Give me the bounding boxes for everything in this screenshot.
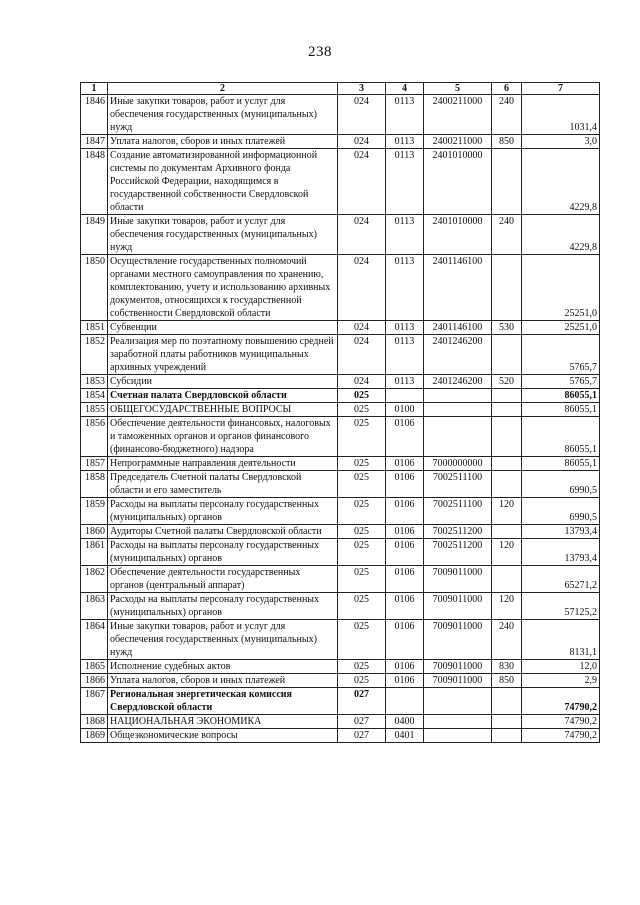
table-row [81, 335, 600, 375]
section-code: 0113 [386, 95, 424, 135]
ministry-code: 024 [338, 135, 386, 149]
target-article-code: 7009011000 [424, 674, 492, 688]
row-number: 1869 [81, 729, 108, 743]
page-number: 238 [308, 44, 332, 60]
row-name: Обеспечение деятельности финансовых, налоговых и таможенных органов и органов финансового (финансово-бюджетного) надзора [108, 417, 338, 457]
section-code: 0100 [386, 403, 424, 417]
row-number: 1846 [81, 95, 108, 135]
table-row [81, 255, 600, 321]
amount: 13793,4 [522, 539, 600, 566]
expense-type-code [492, 471, 522, 498]
row-number: 1851 [81, 321, 108, 335]
expense-type-code: 530 [492, 321, 522, 335]
amount: 74790,2 [522, 688, 600, 715]
amount: 4229,8 [522, 149, 600, 215]
section-code: 0106 [386, 498, 424, 525]
target-article-code: 2401246200 [424, 335, 492, 375]
expense-type-code [492, 688, 522, 715]
section-code: 0106 [386, 539, 424, 566]
row-name: Уплата налогов, сборов и иных платежей [108, 674, 338, 688]
section-code: 0113 [386, 135, 424, 149]
target-article-code: 2401010000 [424, 149, 492, 215]
expense-type-code [492, 149, 522, 215]
ministry-code: 025 [338, 660, 386, 674]
target-article-code: 7002511200 [424, 539, 492, 566]
section-code: 0113 [386, 335, 424, 375]
table-row [81, 729, 600, 743]
row-number: 1868 [81, 715, 108, 729]
row-number: 1849 [81, 215, 108, 255]
amount: 74790,2 [522, 729, 600, 743]
table-row [81, 149, 600, 215]
amount: 25251,0 [522, 255, 600, 321]
row-number: 1866 [81, 674, 108, 688]
section-code: 0106 [386, 660, 424, 674]
ministry-code: 024 [338, 215, 386, 255]
row-name: Иные закупки товаров, работ и услуг для обеспечения государственных (муниципальных) нужд [108, 620, 338, 660]
row-name: Обеспечение деятельности государственных органов (центральный аппарат) [108, 566, 338, 593]
row-number: 1854 [81, 389, 108, 403]
section-code: 0106 [386, 593, 424, 620]
table-row [81, 620, 600, 660]
target-article-code: 2401246200 [424, 375, 492, 389]
row-name: Уплата налогов, сборов и иных платежей [108, 135, 338, 149]
row-name: Создание автоматизированной информационной системы по документам Архивного фонда Российской Федерации, находящимся в государственной собственности Свердловской области [108, 149, 338, 215]
target-article-code [424, 389, 492, 403]
table-row [81, 566, 600, 593]
row-number: 1853 [81, 375, 108, 389]
section-code: 0106 [386, 471, 424, 498]
section-code: 0106 [386, 620, 424, 660]
header-cell: 7 [522, 83, 600, 95]
ministry-code: 027 [338, 729, 386, 743]
row-name: Расходы на выплаты персоналу государственных (муниципальных) органов [108, 593, 338, 620]
expense-type-code: 850 [492, 135, 522, 149]
row-number: 1847 [81, 135, 108, 149]
ministry-code: 025 [338, 457, 386, 471]
table-row [81, 321, 600, 335]
row-name: Иные закупки товаров, работ и услуг для обеспечения государственных (муниципальных) нужд [108, 95, 338, 135]
table-row [81, 539, 600, 566]
row-name: ОБЩЕГОСУДАРСТВЕННЫЕ ВОПРОСЫ [108, 403, 338, 417]
budget-table [80, 82, 600, 743]
table-row [81, 471, 600, 498]
ministry-code: 025 [338, 471, 386, 498]
expense-type-code: 240 [492, 620, 522, 660]
target-article-code: 7009011000 [424, 660, 492, 674]
header-cell: 4 [386, 83, 424, 95]
row-name: Расходы на выплаты персоналу государственных (муниципальных) органов [108, 539, 338, 566]
section-code: 0106 [386, 674, 424, 688]
row-number: 1861 [81, 539, 108, 566]
ministry-code: 024 [338, 321, 386, 335]
amount: 25251,0 [522, 321, 600, 335]
expense-type-code [492, 566, 522, 593]
table-row [81, 95, 600, 135]
section-code: 0113 [386, 321, 424, 335]
expense-type-code: 830 [492, 660, 522, 674]
amount: 5765,7 [522, 375, 600, 389]
target-article-code: 7009011000 [424, 620, 492, 660]
amount: 13793,4 [522, 525, 600, 539]
expense-type-code: 240 [492, 95, 522, 135]
table-row [81, 674, 600, 688]
row-number: 1860 [81, 525, 108, 539]
row-name: Председатель Счетной палаты Свердловской области и его заместитель [108, 471, 338, 498]
row-name: Исполнение судебных актов [108, 660, 338, 674]
ministry-code: 025 [338, 620, 386, 660]
amount: 86055,1 [522, 403, 600, 417]
ministry-code: 024 [338, 95, 386, 135]
target-article-code: 2401146100 [424, 255, 492, 321]
row-name: Непрограммные направления деятельности [108, 457, 338, 471]
amount: 4229,8 [522, 215, 600, 255]
table-row [81, 688, 600, 715]
ministry-code: 027 [338, 715, 386, 729]
expense-type-code [492, 389, 522, 403]
row-number: 1857 [81, 457, 108, 471]
section-code: 0106 [386, 566, 424, 593]
ministry-code: 025 [338, 498, 386, 525]
amount: 57125,2 [522, 593, 600, 620]
section-code: 0113 [386, 255, 424, 321]
table-row [81, 215, 600, 255]
expense-type-code: 120 [492, 539, 522, 566]
ministry-code: 025 [338, 389, 386, 403]
table-row [81, 715, 600, 729]
amount: 8131,1 [522, 620, 600, 660]
table-row [81, 375, 600, 389]
table-row [81, 593, 600, 620]
amount: 6990,5 [522, 471, 600, 498]
target-article-code: 2401010000 [424, 215, 492, 255]
section-code [386, 389, 424, 403]
ministry-code: 025 [338, 525, 386, 539]
section-code: 0106 [386, 417, 424, 457]
expense-type-code [492, 255, 522, 321]
amount: 3,0 [522, 135, 600, 149]
header-cell: 1 [81, 83, 108, 95]
ministry-code: 025 [338, 417, 386, 457]
ministry-code: 027 [338, 688, 386, 715]
expense-type-code: 120 [492, 498, 522, 525]
expense-type-code [492, 417, 522, 457]
amount: 86055,1 [522, 417, 600, 457]
amount: 1031,4 [522, 95, 600, 135]
target-article-code: 7009011000 [424, 566, 492, 593]
row-number: 1856 [81, 417, 108, 457]
target-article-code [424, 403, 492, 417]
amount: 12,0 [522, 660, 600, 674]
section-code: 0106 [386, 457, 424, 471]
expense-type-code: 850 [492, 674, 522, 688]
row-name: Аудиторы Счетной палаты Свердловской области [108, 525, 338, 539]
expense-type-code: 120 [492, 593, 522, 620]
table-row [81, 498, 600, 525]
table-row [81, 525, 600, 539]
target-article-code: 7009011000 [424, 593, 492, 620]
target-article-code: 7002511200 [424, 525, 492, 539]
row-number: 1848 [81, 149, 108, 215]
ministry-code: 024 [338, 375, 386, 389]
row-number: 1855 [81, 403, 108, 417]
amount: 86055,1 [522, 457, 600, 471]
row-number: 1850 [81, 255, 108, 321]
header-cell: 2 [108, 83, 338, 95]
expense-type-code [492, 525, 522, 539]
row-number: 1867 [81, 688, 108, 715]
table-row [81, 403, 600, 417]
ministry-code: 025 [338, 403, 386, 417]
target-article-code: 7000000000 [424, 457, 492, 471]
ministry-code: 025 [338, 566, 386, 593]
row-name: Осуществление государственных полномочий органами местного самоуправления по хранению, комплектованию, учету и использованию архивных документов, относящихся к государственной собственности Свердловской области [108, 255, 338, 321]
header-row [81, 83, 600, 95]
amount: 74790,2 [522, 715, 600, 729]
header-cell: 6 [492, 83, 522, 95]
row-number: 1862 [81, 566, 108, 593]
section-code: 0113 [386, 149, 424, 215]
target-article-code [424, 715, 492, 729]
expense-type-code [492, 457, 522, 471]
table-row [81, 457, 600, 471]
section-code [386, 688, 424, 715]
row-name: Общеэкономические вопросы [108, 729, 338, 743]
row-number: 1865 [81, 660, 108, 674]
amount: 65271,2 [522, 566, 600, 593]
table-row [81, 389, 600, 403]
row-name: Реализация мер по поэтапному повышению средней заработной платы работников муниципальных архивных учреждений [108, 335, 338, 375]
section-code: 0113 [386, 215, 424, 255]
row-name: Региональная энергетическая комиссия Свердловской области [108, 688, 338, 715]
row-name: Субвенции [108, 321, 338, 335]
row-number: 1864 [81, 620, 108, 660]
target-article-code: 2400211000 [424, 95, 492, 135]
ministry-code: 024 [338, 149, 386, 215]
ministry-code: 024 [338, 255, 386, 321]
row-number: 1852 [81, 335, 108, 375]
row-number: 1863 [81, 593, 108, 620]
row-number: 1859 [81, 498, 108, 525]
expense-type-code: 520 [492, 375, 522, 389]
amount: 86055,1 [522, 389, 600, 403]
ministry-code: 024 [338, 335, 386, 375]
target-article-code: 2400211000 [424, 135, 492, 149]
row-name: Счетная палата Свердловской области [108, 389, 338, 403]
ministry-code: 025 [338, 539, 386, 566]
expense-type-code [492, 715, 522, 729]
amount: 6990,5 [522, 498, 600, 525]
expense-type-code: 240 [492, 215, 522, 255]
ministry-code: 025 [338, 593, 386, 620]
section-code: 0106 [386, 525, 424, 539]
section-code: 0400 [386, 715, 424, 729]
target-article-code: 7002511100 [424, 498, 492, 525]
table-row [81, 660, 600, 674]
section-code: 0113 [386, 375, 424, 389]
target-article-code [424, 417, 492, 457]
row-number: 1858 [81, 471, 108, 498]
row-name: Субсидии [108, 375, 338, 389]
target-article-code [424, 688, 492, 715]
header-cell: 5 [424, 83, 492, 95]
ministry-code: 025 [338, 674, 386, 688]
section-code: 0401 [386, 729, 424, 743]
expense-type-code [492, 729, 522, 743]
table-row [81, 417, 600, 457]
row-name: НАЦИОНАЛЬНАЯ ЭКОНОМИКА [108, 715, 338, 729]
amount: 5765,7 [522, 335, 600, 375]
header-cell: 3 [338, 83, 386, 95]
target-article-code: 2401146100 [424, 321, 492, 335]
table-row [81, 135, 600, 149]
target-article-code: 7002511100 [424, 471, 492, 498]
row-name: Расходы на выплаты персоналу государственных (муниципальных) органов [108, 498, 338, 525]
row-name: Иные закупки товаров, работ и услуг для обеспечения государственных (муниципальных) нужд [108, 215, 338, 255]
target-article-code [424, 729, 492, 743]
expense-type-code [492, 403, 522, 417]
expense-type-code [492, 335, 522, 375]
amount: 2,9 [522, 674, 600, 688]
